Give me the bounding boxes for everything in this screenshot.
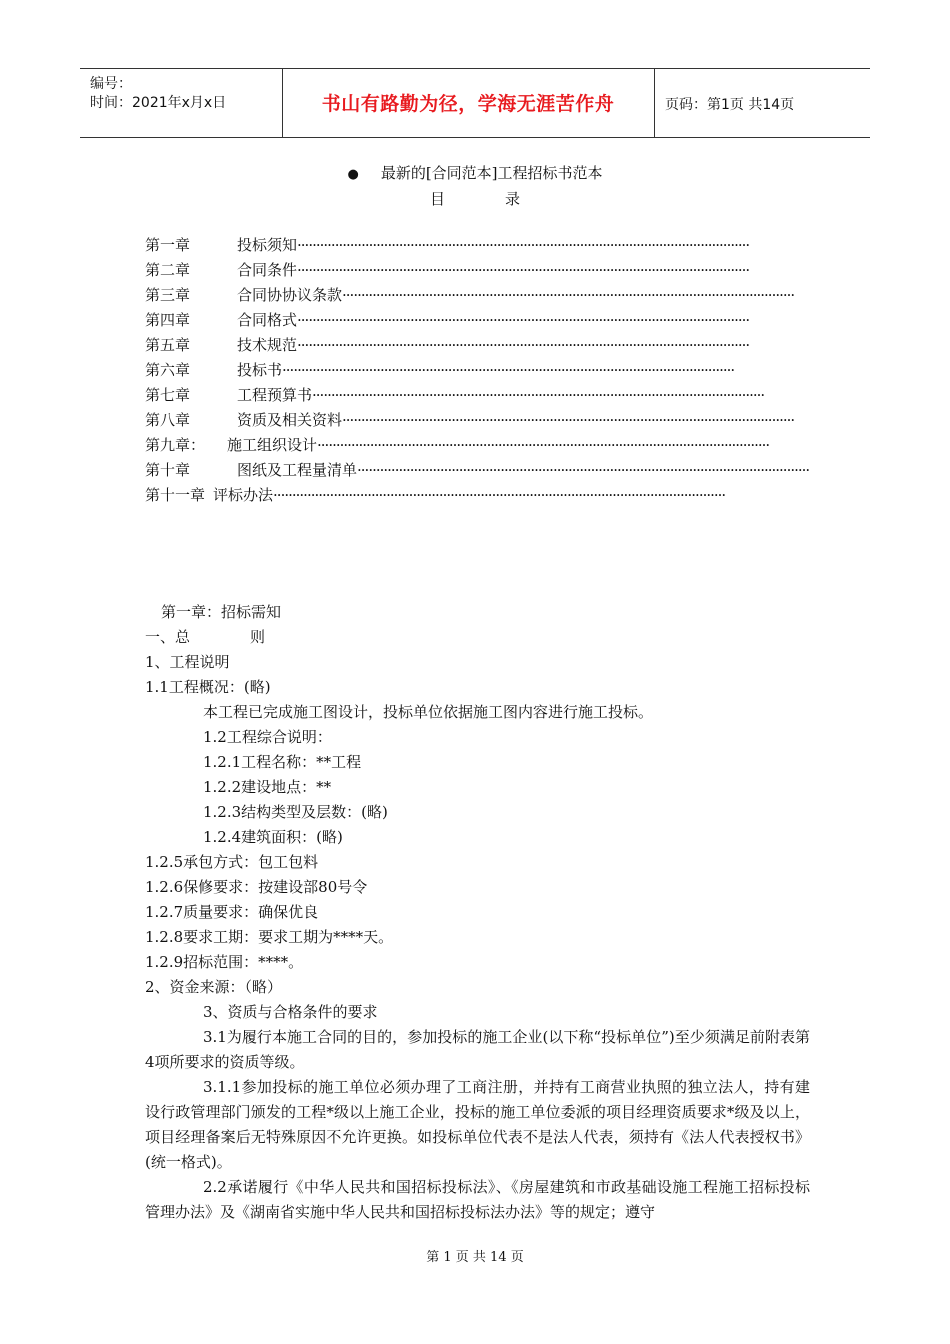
header-divider <box>654 69 655 137</box>
toc-row <box>145 383 765 408</box>
toc-title: 工程预算书 <box>237 386 313 404</box>
list-item: 1.2.2建设地点：** <box>203 778 332 796</box>
serial-label: 编号： <box>90 76 132 92</box>
toc-row <box>145 308 750 333</box>
toc-leader-dots: ························································································································ <box>317 436 770 454</box>
list-item: 1.2.4建筑面积：(略) <box>203 828 343 846</box>
toc-leader-dots: ························································································································ <box>342 286 795 304</box>
toc-title: 投标须知 <box>237 236 298 254</box>
paragraph: 3.1.1参加投标的施工单位必须办理了工商注册，并持有工商营业执照的独立法人，持有建设行政管理部门颁发的工程*级以上施工企业，投标的施工单位委派的项目经理资质要求*级及以上，项目经理备案后无特殊原因不允许更换。如投标单位代表不是法人代表，须持有《法人代表授权书》(统一格式)。 <box>145 1078 810 1171</box>
toc-leader-dots: ························································································································ <box>297 336 750 354</box>
document-title-text: 最新的[合同范本]工程招标书范本 <box>380 164 603 182</box>
list-item: 1.2.1工程名称：**工程 <box>203 753 362 771</box>
subsection-heading: 1.2工程综合说明： <box>203 728 332 746</box>
toc-leader-dots: ························································································································ <box>273 486 726 504</box>
toc-title: 合同格式 <box>237 311 298 329</box>
list-item: 1.2.8要求工期：要求工期为****天。 <box>145 928 394 946</box>
toc-row <box>145 433 770 458</box>
toc-row <box>145 458 810 483</box>
section-heading: 1、工程说明 <box>145 653 230 671</box>
header-page-info: 页码：第1页 共14页 <box>665 97 795 113</box>
list-item: 1.2.9招标范围：****。 <box>145 953 304 971</box>
toc-row <box>145 408 795 433</box>
paragraph: 3.1为履行本施工合同的目的，参加投标的施工企业(以下称“投标单位”)至少须满足前附表第4项所要求的资质等级。 <box>145 1028 810 1071</box>
list-item: 1.2.5承包方式：包工包料 <box>145 853 319 871</box>
toc-heading <box>0 188 950 209</box>
toc-chapter: 第二章 <box>145 261 191 279</box>
bullet-icon: ● <box>347 167 359 182</box>
toc-chapter: 第九章： <box>145 436 206 454</box>
list-item: 1.2.3结构类型及层数：(略) <box>203 803 388 821</box>
paragraph: 本工程已完成施工图设计，投标单位依据施工图内容进行施工投标。 <box>203 703 654 721</box>
section-heading <box>145 625 810 650</box>
toc-chapter: 第六章 <box>145 361 191 379</box>
toc-title: 技术规范 <box>237 336 298 354</box>
toc-row <box>145 258 750 283</box>
toc-row <box>145 233 750 258</box>
header-table <box>80 68 870 138</box>
toc-title: 图纸及工程量清单 <box>237 461 358 479</box>
toc-leader-dots: ························································································································ <box>297 261 750 279</box>
toc-title: 合同协协议条款 <box>237 286 343 304</box>
toc-row <box>145 358 735 383</box>
toc-chapter: 第五章 <box>145 336 191 354</box>
subsection-heading: 1.1工程概况：(略) <box>145 678 271 696</box>
toc-leader-dots: ························································································································ <box>342 411 795 429</box>
document-title <box>0 162 950 183</box>
toc-title: 资质及相关资料 <box>237 411 343 429</box>
table-of-contents <box>145 233 810 508</box>
toc-title: 评标办法 <box>213 486 274 504</box>
section-heading: 2、资金来源：（略） <box>145 978 283 996</box>
toc-leader-dots: ························································································································ <box>312 386 765 404</box>
chapter-heading: 第一章：招标需知 <box>161 603 282 621</box>
toc-chapter: 第四章 <box>145 311 191 329</box>
toc-title: 投标书 <box>237 361 283 379</box>
toc-heading-part: 目 <box>429 190 445 208</box>
toc-chapter: 第一章 <box>145 236 191 254</box>
header-motto: 书山有路勤为径，学海无涯苦作舟 <box>321 93 615 115</box>
toc-leader-dots: ························································································································ <box>297 236 750 254</box>
paragraph: 2.2承诺履行《中华人民共和国招标投标法》、《房屋建筑和市政基础设施工程施工招标投标管理办法》及《湖南省实施中华人民共和国招标投标法办法》等的规定；遵守 <box>145 1178 810 1221</box>
header-meta <box>90 75 226 113</box>
toc-leader-dots: ························································································································ <box>282 361 735 379</box>
date-line: 时间：2021年x月x日 <box>90 95 227 111</box>
list-item: 1.2.7质量要求：确保优良 <box>145 903 319 921</box>
toc-chapter: 第三章 <box>145 286 191 304</box>
toc-heading-part: 录 <box>505 190 521 208</box>
toc-leader-dots: ························································································································ <box>297 311 750 329</box>
toc-chapter: 第八章 <box>145 411 191 429</box>
toc-row <box>145 283 795 308</box>
toc-chapter: 第十章 <box>145 461 191 479</box>
toc-leader-dots: ························································································································ <box>357 461 810 479</box>
section-heading: 3、资质与合格条件的要求 <box>203 1003 378 1021</box>
toc-title: 合同条件 <box>237 261 298 279</box>
toc-title: 施工组织设计 <box>227 436 318 454</box>
list-item: 1.2.6保修要求：按建设部80号令 <box>145 878 368 896</box>
toc-chapter: 第十一章 <box>145 486 206 504</box>
page-footer: 第 1 页 共 14 页 <box>426 1250 524 1265</box>
document-body <box>145 600 810 1225</box>
section-heading-part: 一、总 <box>145 628 191 646</box>
toc-row <box>145 483 726 508</box>
toc-row <box>145 333 750 358</box>
section-heading-part: 则 <box>250 628 266 646</box>
toc-chapter: 第七章 <box>145 386 191 404</box>
